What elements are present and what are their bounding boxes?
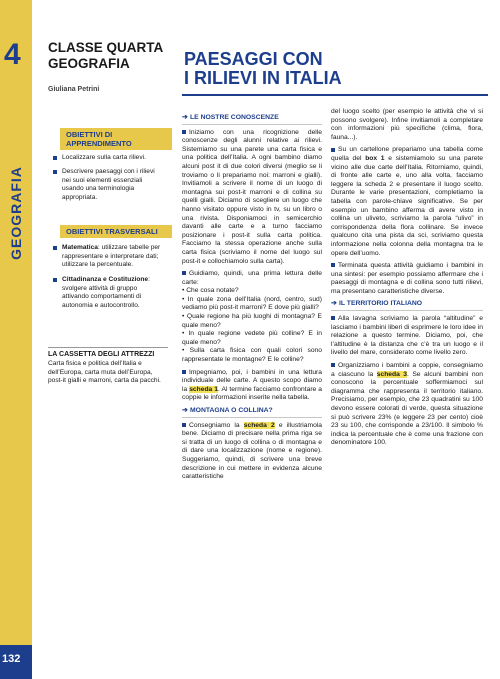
bullet-square-icon xyxy=(182,130,186,134)
class-subject-heading xyxy=(48,40,168,72)
paragraph: Impegniamo, poi, i bambini in una lettura individuale delle carte. A questo scopo diamo la scheda 1. Al termine facciamo confrontare a coppie le informazioni inserite nella tabella. xyxy=(182,368,322,402)
cross-objective-item: Cittadinanza e Costituzione: svolgere attività di gruppo attivando comportamenti di autonomia e autocontrollo. xyxy=(62,276,164,310)
bullet-square-icon xyxy=(53,170,57,174)
section-heading: ➔ IL TERRITORIO ITALIANO xyxy=(331,300,483,311)
bullet-square-icon xyxy=(182,423,186,427)
page-number: 132 xyxy=(2,653,21,665)
paragraph: Organizziamo i bambini a coppie, consegniamo a ciascuno la scheda 3. Se alcuni bambini non conoscono la percentuale soffermiamoci sul diagramma che rappresenta il territorio italiano. Precisiamo, per esempio, che 23 quadratini su 100 devono essere colorati di verde, questa situazione si può scrivere 23% (e leggere 23 per cento) cioè 23 su 100, che corrisponde a 23/100. Il simbolo % indica la percentuale che è come una frazione con denominatore 100. xyxy=(331,362,483,447)
cross-objective-item: Matematica: utilizzare tabelle per rappresentare e interpretare dati; utilizzare la percentuale. xyxy=(62,244,164,270)
bullet-square-icon xyxy=(331,148,335,152)
toolbox-box xyxy=(48,347,168,386)
toolbox-text: Carta fisica e politica dell’Italia e dell’Europa, carta muta dell’Europa, post-it gialli e marroni, carta da pacchi. xyxy=(48,360,161,385)
bullet-square-icon xyxy=(53,156,57,160)
title-rule xyxy=(182,94,488,96)
bullet-square-icon xyxy=(331,316,335,320)
author-name: Giuliana Petrini xyxy=(48,86,100,93)
class-line: CLASSE QUARTA xyxy=(48,40,164,55)
chapter-number: 4 xyxy=(4,38,21,71)
paragraph: Alla lavagna scriviamo la parola “altitudine” e lasciamo i bambini liberi di esprimere le loro idee in relazione a questo termine. Diciamo, poi, che l’altitudine è la distanza che c’è tra un luogo e il livello del mare, considerato come livello zero. xyxy=(331,315,483,357)
worksheet-ref: scheda 1 xyxy=(189,385,218,393)
paragraph: Su un cartellone prepariamo una tabella come quella del box 1 e sistemiamolo su una parete vicino alle due carte dell’Italia. Ritorniamo, quindi, di fronte alle carte e, uno alla volta, facciamo leggere la scheda 2 e presentare il luogo scelto. Durante le varie presentazioni, completiamo la tabella con parole-chiave significative. Se per esempio un bambino afferma di avere visto in collina un uliveto, scriviamo la parola “ulivo” in corrispondenza della flora collinare. Se invece qualcuno cita una pista da sci, scriviamo questa informazione nella colonna della montagna tra le opere dell’uomo. xyxy=(331,146,484,257)
bullet-square-icon xyxy=(182,271,186,275)
worksheet-ref: scheda 3 xyxy=(376,370,407,378)
main-title-line2: I RILIEVI IN ITALIA xyxy=(184,68,342,88)
main-column-right xyxy=(331,108,483,452)
worksheet-ref: scheda 2 xyxy=(243,421,275,429)
main-title xyxy=(184,50,484,88)
toolbox-title: LA CASSETTA DEGLI ATTREZZI xyxy=(48,351,155,358)
bullet-square-icon xyxy=(53,278,57,282)
sidebar-subject-label: GEOGRAFIA xyxy=(8,166,24,260)
section-heading: ➔ MONTAGNA O COLLINA? xyxy=(182,407,322,418)
paragraph: Guidiamo, quindi, una prima lettura delle carte: • Che cosa notate? • In quale zona dell’Italia (nord, centro, sud) vediamo più post-it marroni? E dove più gialli? • Quale regione ha più luoghi di montagna? E quale meno? • In quale regione vedete più colline? E in quale meno? • Sulla carta fisica con quali colori sono rappresentate le montagne? E le colline? xyxy=(182,270,322,364)
paragraph: Consegniamo la scheda 2 e illustriamola bene. Diciamo di precisare nella prima riga se si tratta di un luogo di collina o di montagna e di dare una localizzazione (nome e regione). Suggeriamo, quindi, di scrivere una breve descrizione in cui mettere in evidenza alcune caratteristiche xyxy=(182,421,323,481)
learning-objective-item: Localizzare sulla carta rilievi. xyxy=(62,154,164,163)
paragraph: Terminata questa attività guidiamo i bambini in una sintesi: per esempio possiamo affermare che i paesaggi di montagna e di collina sono tutti rilievi, ma presentano caratteristiche diverse. xyxy=(331,262,483,295)
main-title-line1: PAESAGGI CON xyxy=(184,49,323,69)
learning-objectives-title: OBIETTIVI DI APPRENDIMENTO xyxy=(60,128,172,150)
arrow-right-icon: ➔ xyxy=(182,114,188,121)
main-column-left xyxy=(182,114,322,486)
paragraph: Iniziamo con una ricognizione delle conoscenze degli alunni relative ai rilievi. Sistemiamo su una parete una carta fisica e una politica dell’Italia. A ogni bambino diamo alcuni post it di due colori diversi (meglio se li troviamo o li prepariamo noi: marroni e gialli). Invitiamoli a scrivere il nome di un luogo di montagna sui post-it marroni e di collina su quelli gialli. Diciamo di scegliere un luogo che hanno visitato oppure visto in tv, su un libro o una rivista. Disponiamoci in semicerchio davanti alle carte e a turno facciamo posizionare i post-it sulla carta politica. Facciamo la stessa operazione anche sulla carta fisica (scriviamo il nome del luogo sul post-it e collochiamolo sulla carta). xyxy=(182,128,322,265)
cross-objectives-title: OBIETTIVI TRASVERSALI xyxy=(60,225,172,238)
paragraph: del luogo scelto (per esempio le attività che vi si possono svolgere). Infine invitiamoli a completare con informazioni più specifiche (clima, flora, fauna...). xyxy=(331,108,483,141)
bullet-square-icon xyxy=(331,363,335,367)
bullet-square-icon xyxy=(53,246,57,250)
learning-objective-item: Descrivere paesaggi con i rilievi nei suoi elementi essenziali usando una terminologia appropriata. xyxy=(62,168,164,202)
section-heading: ➔ LE NOSTRE CONOSCENZE xyxy=(182,114,322,125)
bullet-square-icon xyxy=(182,370,186,374)
subject-line: GEOGRAFIA xyxy=(48,56,130,71)
bullet-square-icon xyxy=(331,263,335,267)
chapter-sidebar xyxy=(0,0,32,679)
arrow-right-icon: ➔ xyxy=(331,300,337,308)
arrow-right-icon: ➔ xyxy=(182,407,188,414)
